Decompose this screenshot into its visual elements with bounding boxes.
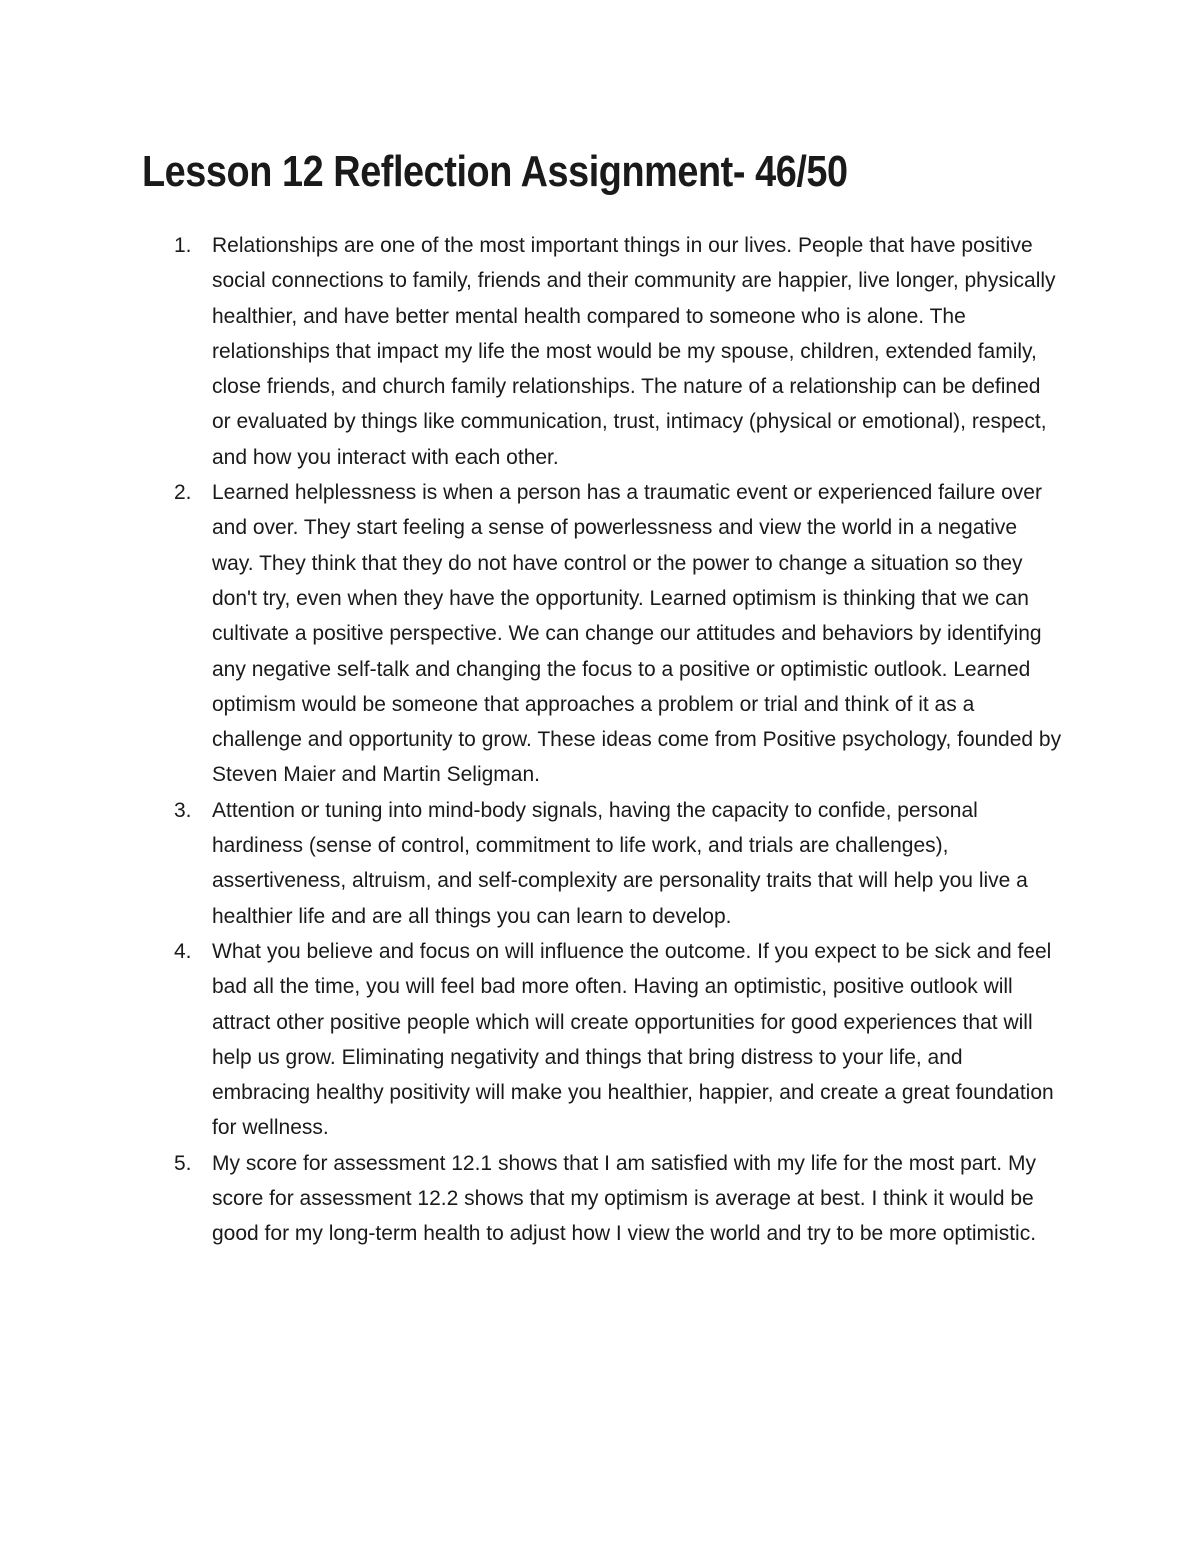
- list-item-number: 3.: [174, 798, 192, 822]
- list-item-text: My score for assessment 12.1 shows that I am satisfied with my life for the most part. My score for assessment 12.2 shows that my optimism is average at best. I think it would be good for my long-term health to adjust how I view the world and try to be more optimistic.: [212, 1151, 1037, 1246]
- list-item-number: 1.: [174, 234, 192, 257]
- document-title: Lesson 12 Reflection Assignment- 46/50: [142, 147, 848, 196]
- list-item-5: [0, 1146, 1200, 1252]
- list-item-text: What you believe and focus on will influence the outcome. If you expect to be sick and feel bad all the time, you will feel bad more often. Having an optimistic, positive outlook will attract other positive people which will create opportunities for good experiences that will help us grow. Eliminating negativity and things that bring distress to your life, and embracing healthy positivity will make you healthier, happier, and create a great foundation for wellness.: [212, 939, 1054, 1140]
- list-item-4: [0, 934, 1200, 1146]
- list-item-3: [0, 793, 1200, 934]
- list-item-text: Learned helplessness is when a person has a traumatic event or experienced failure over and over. They start feeling a sense of powerlessness and view the world in a negative way. They think that they do not have control or the power to change a situation so they don't try, even when they have the opportunity. Learned optimism is thinking that we can cultivate a positive perspective. We can change our attitudes and behaviors by identifying any negative self-talk and changing the focus to a positive or optimistic outlook. Learned optimism would be someone that approaches a problem or trial and think of it as a challenge and opportunity to grow. These ideas come from Positive psychology, founded by Steven Maier and Martin Seligman.: [212, 481, 1062, 787]
- list-item-1: [0, 228, 1200, 475]
- list-item-2: [0, 475, 1200, 793]
- reflection-answers-list: [0, 228, 1200, 1252]
- list-item-text: Attention or tuning into mind-body signals, having the capacity to confide, personal hardiness (sense of control, commitment to life work, and trials are challenges), assertiveness, altruism, and self-complexity are personality traits that will help you live a healthier life and are all things you can learn to develop.: [212, 798, 1028, 928]
- list-item-number: 2.: [174, 481, 192, 505]
- list-item-number: 4.: [174, 939, 192, 963]
- list-item-text: Relationships are one of the most important things in our lives. People that have positive social connections to family, friends and their community are happier, live longer, physically healthier, and have better mental health compared to someone who is alone. The relationships that impact my life the most would be my spouse, children, extended family, close friends, and church family relationships. The nature of a relationship can be defined or evaluated by things like communication, trust, intimacy (physical or emotional), respect, and how you interact with each other.: [212, 234, 1056, 469]
- list-item-number: 5.: [174, 1151, 192, 1175]
